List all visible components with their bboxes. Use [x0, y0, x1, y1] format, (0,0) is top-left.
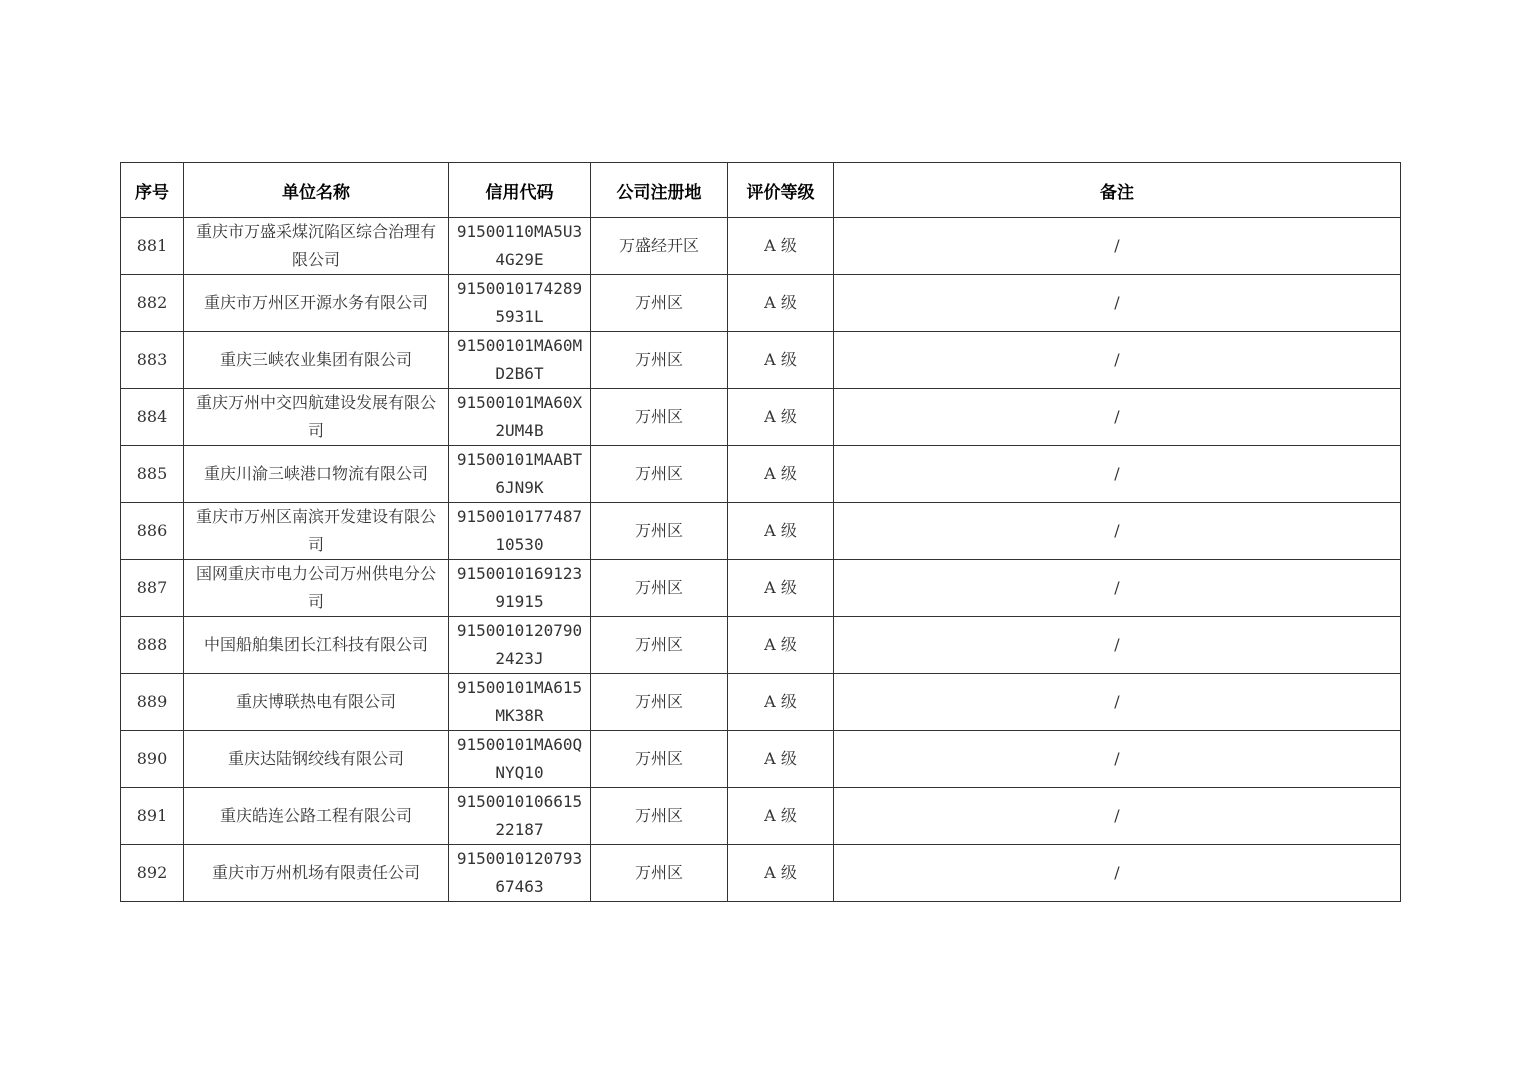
cell-code: 91500101MA615MK38R [449, 674, 591, 731]
header-seq: 序号 [121, 163, 184, 218]
cell-location: 万州区 [591, 503, 728, 560]
header-grade: 评价等级 [728, 163, 834, 218]
cell-location: 万州区 [591, 845, 728, 902]
cell-name: 重庆市万盛采煤沉陷区综合治理有限公司 [184, 218, 449, 275]
table-row [121, 503, 1401, 560]
cell-seq: 891 [121, 788, 184, 845]
table-row [121, 674, 1401, 731]
cell-location: 万盛经开区 [591, 218, 728, 275]
cell-seq: 881 [121, 218, 184, 275]
cell-grade: A 级 [728, 845, 834, 902]
cell-grade: A 级 [728, 275, 834, 332]
header-note: 备注 [834, 163, 1401, 218]
table-row [121, 218, 1401, 275]
cell-location: 万州区 [591, 788, 728, 845]
cell-grade: A 级 [728, 389, 834, 446]
cell-code: 91500101MA60X2UM4B [449, 389, 591, 446]
cell-code: 915001010661522187 [449, 788, 591, 845]
cell-grade: A 级 [728, 674, 834, 731]
cell-name: 重庆万州中交四航建设发展有限公司 [184, 389, 449, 446]
cell-grade: A 级 [728, 332, 834, 389]
cell-location: 万州区 [591, 731, 728, 788]
table-row [121, 446, 1401, 503]
cell-note: / [834, 845, 1401, 902]
table-row [121, 731, 1401, 788]
table-row [121, 389, 1401, 446]
table-row [121, 560, 1401, 617]
cell-name: 国网重庆市电力公司万州供电分公司 [184, 560, 449, 617]
cell-note: / [834, 617, 1401, 674]
cell-location: 万州区 [591, 332, 728, 389]
cell-location: 万州区 [591, 446, 728, 503]
cell-note: / [834, 275, 1401, 332]
cell-name: 中国船舶集团长江科技有限公司 [184, 617, 449, 674]
cell-seq: 885 [121, 446, 184, 503]
cell-code: 91500101MAABT6JN9K [449, 446, 591, 503]
cell-seq: 886 [121, 503, 184, 560]
cell-name: 重庆市万州区南滨开发建设有限公司 [184, 503, 449, 560]
cell-seq: 889 [121, 674, 184, 731]
cell-name: 重庆三峡农业集团有限公司 [184, 332, 449, 389]
credit-rating-table [120, 162, 1401, 902]
cell-location: 万州区 [591, 389, 728, 446]
table-body [121, 218, 1401, 902]
cell-name: 重庆市万州机场有限责任公司 [184, 845, 449, 902]
cell-name: 重庆市万州区开源水务有限公司 [184, 275, 449, 332]
table-row [121, 788, 1401, 845]
cell-seq: 888 [121, 617, 184, 674]
table-row [121, 332, 1401, 389]
cell-name: 重庆皓连公路工程有限公司 [184, 788, 449, 845]
cell-seq: 890 [121, 731, 184, 788]
cell-name: 重庆川渝三峡港口物流有限公司 [184, 446, 449, 503]
cell-location: 万州区 [591, 674, 728, 731]
cell-note: / [834, 389, 1401, 446]
cell-grade: A 级 [728, 560, 834, 617]
cell-grade: A 级 [728, 617, 834, 674]
cell-name: 重庆博联热电有限公司 [184, 674, 449, 731]
cell-note: / [834, 332, 1401, 389]
cell-location: 万州区 [591, 560, 728, 617]
cell-name: 重庆达陆钢绞线有限公司 [184, 731, 449, 788]
cell-code: 915001012079367463 [449, 845, 591, 902]
table-header [121, 163, 1401, 218]
cell-grade: A 级 [728, 788, 834, 845]
cell-note: / [834, 218, 1401, 275]
cell-note: / [834, 446, 1401, 503]
table-row [121, 275, 1401, 332]
cell-seq: 884 [121, 389, 184, 446]
cell-seq: 887 [121, 560, 184, 617]
cell-code: 91500101MA60MD2B6T [449, 332, 591, 389]
cell-location: 万州区 [591, 275, 728, 332]
cell-grade: A 级 [728, 446, 834, 503]
cell-seq: 883 [121, 332, 184, 389]
header-code: 信用代码 [449, 163, 591, 218]
cell-note: / [834, 503, 1401, 560]
cell-note: / [834, 788, 1401, 845]
header-name: 单位名称 [184, 163, 449, 218]
cell-code: 915001016912391915 [449, 560, 591, 617]
cell-code: 91500101MA60QNYQ10 [449, 731, 591, 788]
cell-location: 万州区 [591, 617, 728, 674]
table-row [121, 617, 1401, 674]
cell-code: 91500101207902423J [449, 617, 591, 674]
cell-grade: A 级 [728, 218, 834, 275]
cell-code: 91500101742895931L [449, 275, 591, 332]
table-row [121, 845, 1401, 902]
cell-note: / [834, 731, 1401, 788]
cell-code: 91500110MA5U34G29E [449, 218, 591, 275]
cell-note: / [834, 674, 1401, 731]
header-location: 公司注册地 [591, 163, 728, 218]
cell-grade: A 级 [728, 731, 834, 788]
cell-code: 915001017748710530 [449, 503, 591, 560]
cell-seq: 882 [121, 275, 184, 332]
cell-seq: 892 [121, 845, 184, 902]
header-row [121, 163, 1401, 218]
cell-grade: A 级 [728, 503, 834, 560]
cell-note: / [834, 560, 1401, 617]
